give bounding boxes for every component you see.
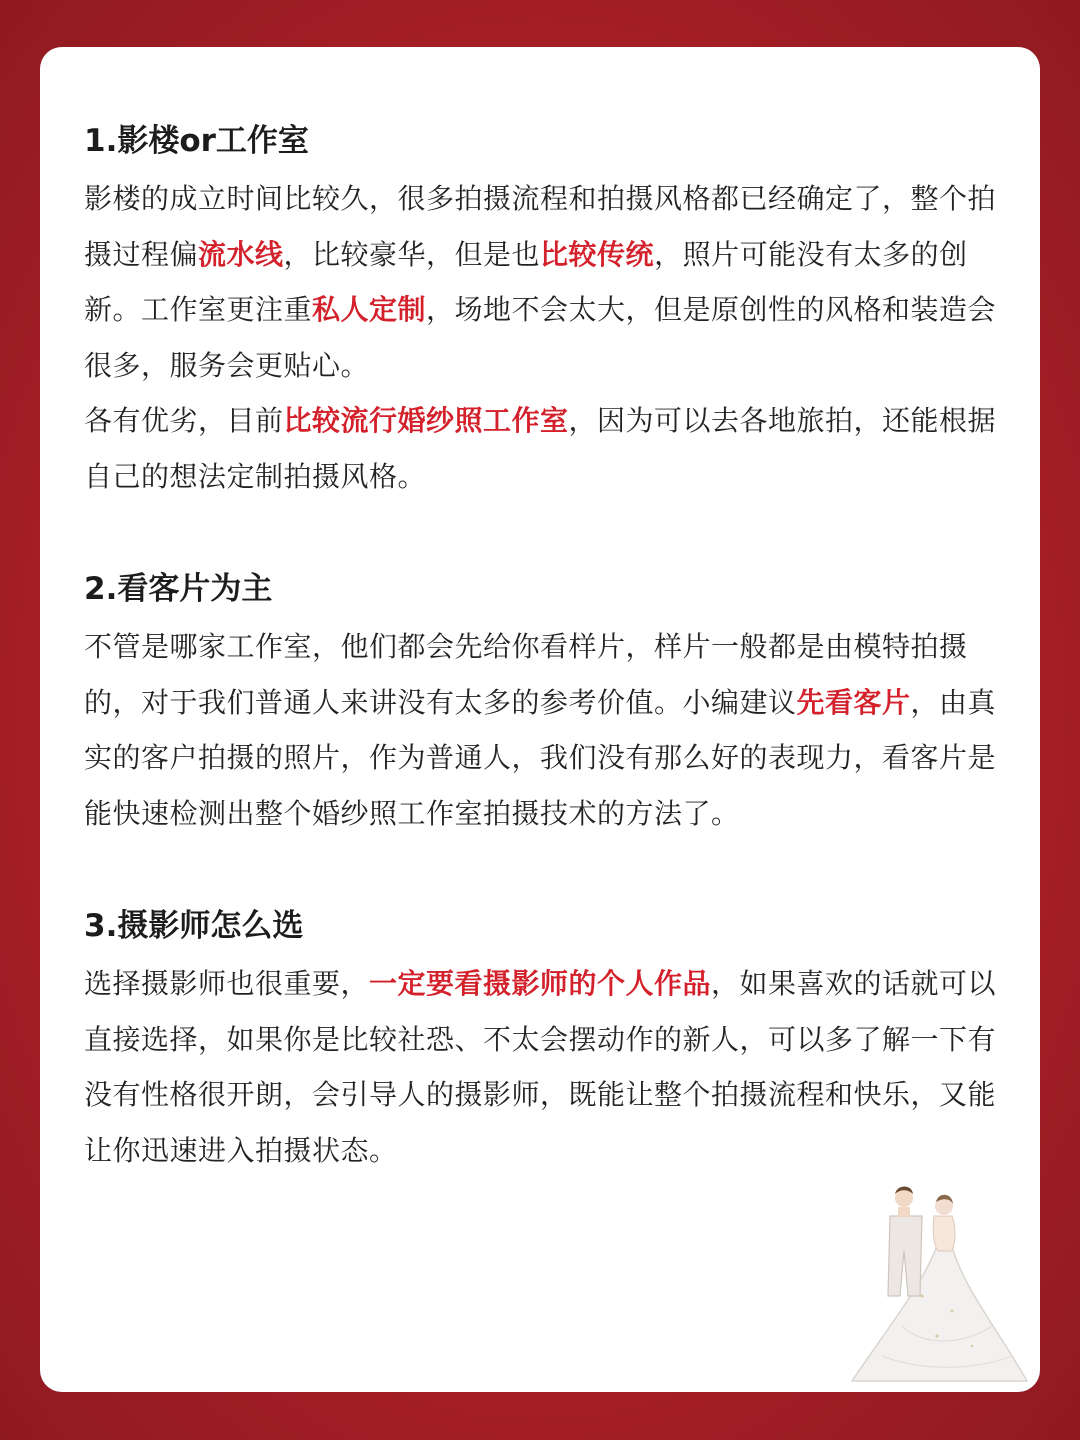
section-studio-vs-workshop [84,117,1004,504]
wedding-couple-illustration-icon [842,1176,1032,1386]
body-text: ，比较豪华，但是也 [283,237,541,271]
section-heading: 1.影楼or工作室 [84,123,309,159]
highlight-text: 流水线 [198,237,284,271]
section-body [84,171,1004,504]
highlight-text: 比较传统 [540,237,655,271]
body-text: 不管是哪家工作室，他们都会先给你看样片，样片一般都是由模特拍摄的，对于我们普通人来讲没有太多的参考价值。小编建议 [84,630,968,719]
section-body [84,956,1004,1178]
body-paragraph [84,393,1004,504]
body-paragraph [84,956,1004,1178]
body-paragraph [84,619,1004,841]
body-paragraph [84,171,1004,393]
highlight-text: 比较流行婚纱照工作室 [283,404,569,437]
section-heading: 2.看客片为主 [84,571,273,607]
section-heading: 3.摄影师怎么选 [84,908,304,944]
body-text: 各有优劣，目前 [84,404,284,437]
section-client-photos [84,565,1004,841]
body-text: ，场地不会太大，但是原创性的风格和装造会很多，服务会更贴心。 [84,293,997,382]
body-text: 选择摄影师也很重要， [84,967,370,1000]
body-text: 影楼的成立时间比较久，很多拍摄流程和拍摄风格都已经确定了，整个拍摄过程偏 [84,182,997,271]
body-text: ，因为可以去各地旅拍，还能根据自己的想法定制拍摄风格。 [84,404,997,493]
body-text: ，由真实的客户拍摄的照片，作为普通人，我们没有那么好的表现力，看客片是能快速检测出整个婚纱照工作室拍摄技术的方法了。 [84,685,997,830]
body-text: ，照片可能没有太多的创新。工作室更注重 [84,237,968,326]
section-photographer [84,902,1004,1178]
highlight-text: 先看客片 [796,685,911,719]
content-card [40,47,1040,1392]
body-text: ，如果喜欢的话就可以直接选择，如果你是比较社恐、不太会摆动作的新人，可以多了解一下有没有性格很开朗，会引导人的摄影师，既能让整个拍摄流程和快乐，又能让你迅速进入拍摄状态。 [84,967,997,1167]
highlight-text: 私人定制 [312,293,427,326]
section-body [84,619,1004,841]
highlight-text: 一定要看摄影师的个人作品 [369,967,712,1000]
